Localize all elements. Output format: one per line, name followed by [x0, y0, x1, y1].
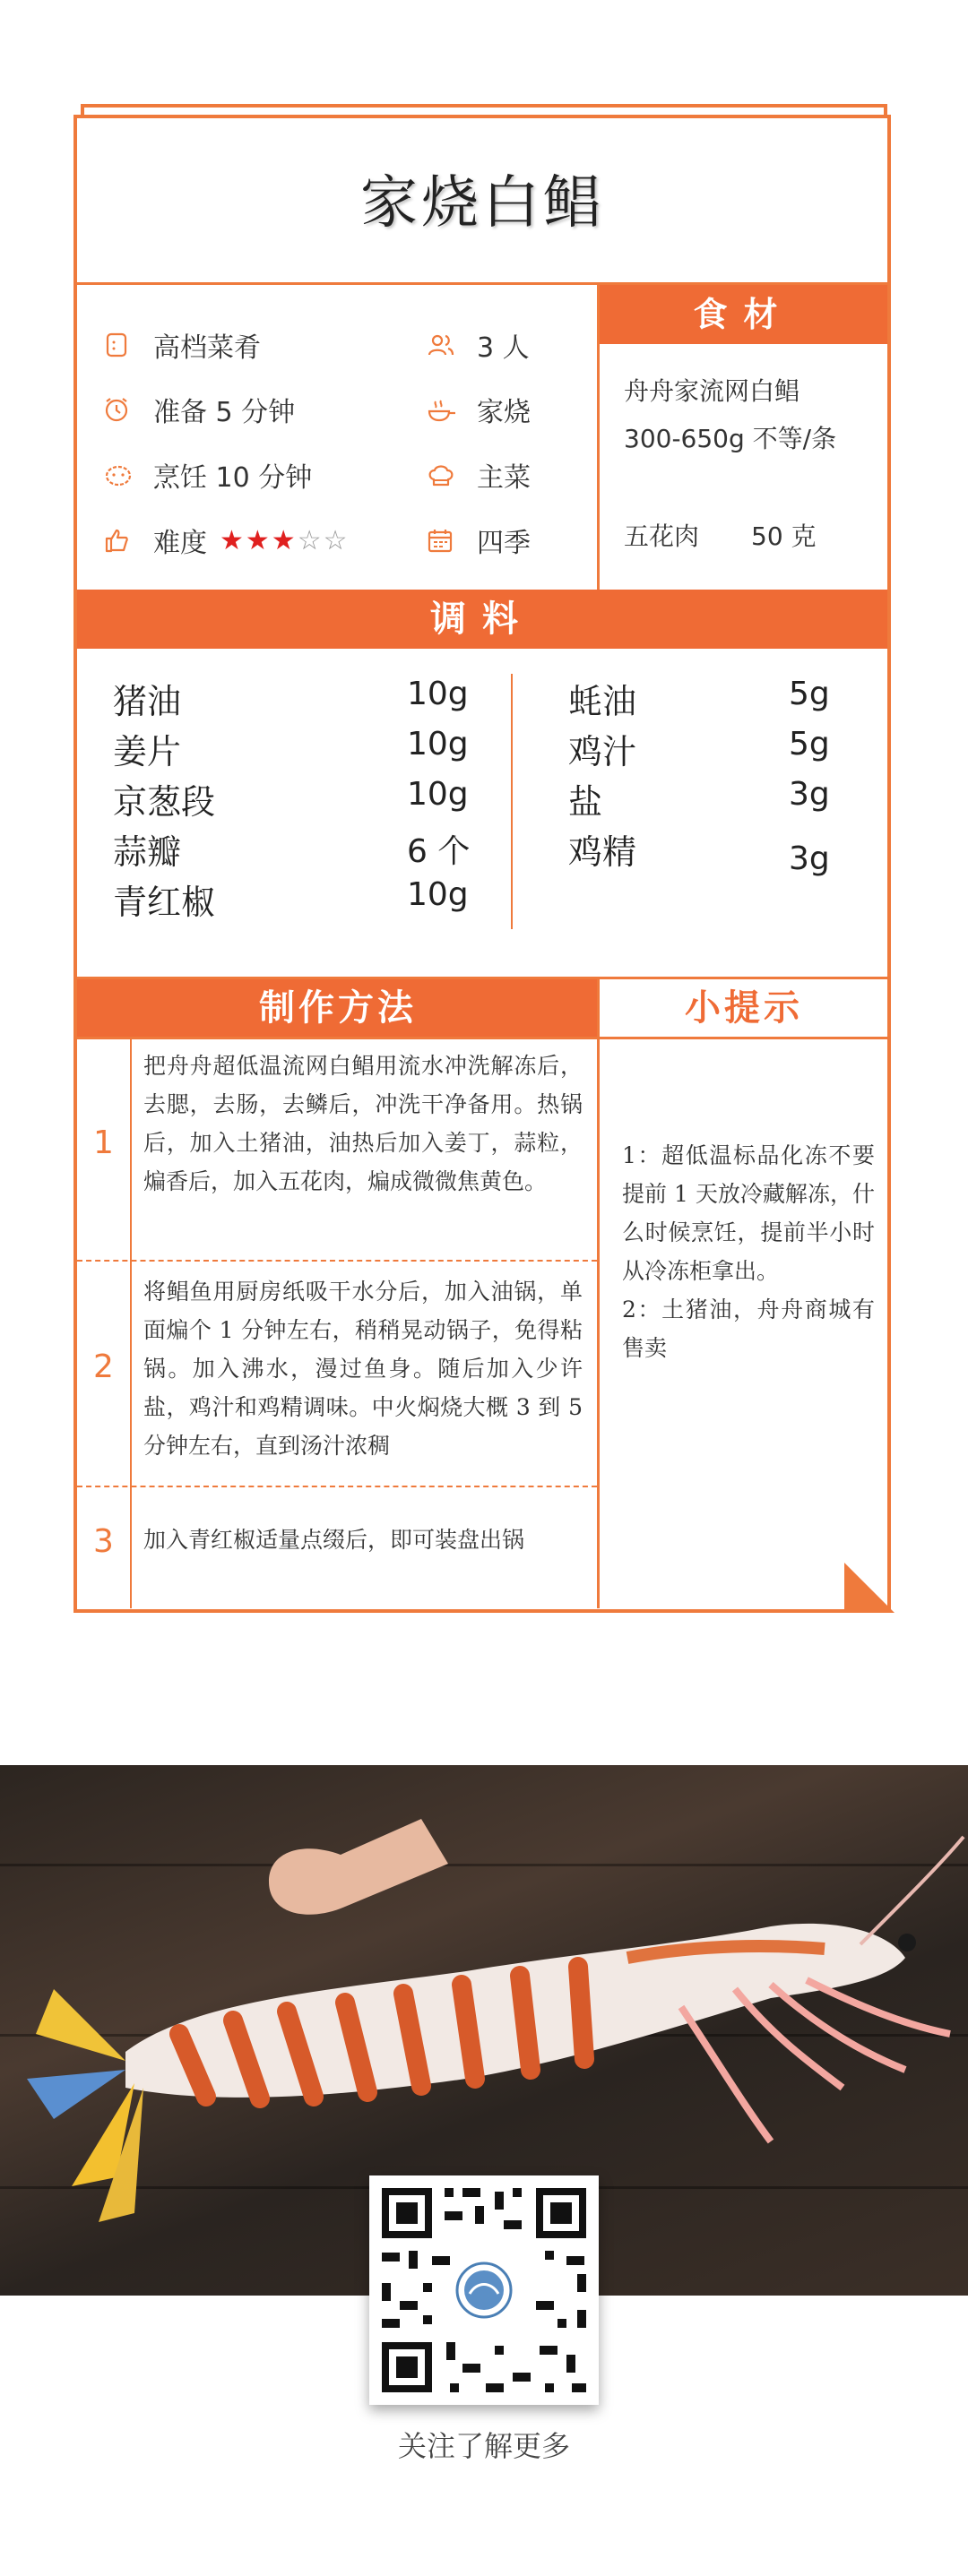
step-text: 将鲳鱼用厨房纸吸干水分后，加入油锅，单面煸个 1 分钟左右，稍稍晃动锅子，免得粘锅。加入沸水，漫过鱼身。随后加入少许盐，鸡汁和鸡精调味。中火焖烧大概 3 到 5 分钟左右，直到汤汁浓稠: [143, 1279, 583, 1459]
seasoning-name: 姜片: [113, 732, 182, 771]
tips-text: 1：超低温标品化冻不要提前 1 天放冷藏解冻，什么时候烹饪，提前半小时从冷冻柜拿出。 2：土猪油，舟舟商城有售卖: [622, 1142, 875, 1361]
seasoning-qty: 10g: [407, 876, 469, 913]
info-cook-time: [103, 455, 312, 495]
seasoning-qty: 5g: [789, 726, 830, 762]
divider: [77, 1037, 887, 1039]
seasoning-name: 鸡精: [568, 832, 637, 872]
ingredient-line: 舟舟家流网白鲳: [624, 376, 800, 406]
difficulty-stars: [220, 525, 349, 556]
tips-heading: 小提示: [685, 987, 803, 1029]
info-difficulty: [103, 521, 349, 560]
seasoning-qty: 3g: [789, 840, 830, 877]
qr-caption: 关注了解更多: [397, 2429, 570, 2463]
info-course: [427, 455, 531, 495]
seasoning-name: 蒜瓣: [113, 832, 182, 872]
divider: [130, 1039, 132, 1608]
step-number: 1: [93, 1124, 114, 1161]
info-text: 高档菜肴: [153, 332, 261, 364]
step-divider: [77, 1260, 597, 1262]
people-icon: [427, 332, 454, 358]
seasoning-name: 青红椒: [113, 883, 216, 922]
filled-stars: ★★★: [220, 524, 298, 556]
page-curl-corner: [844, 1563, 895, 1613]
divider: [597, 979, 600, 1608]
info-method: [427, 390, 531, 429]
seasoning-heading: 调料: [77, 590, 887, 649]
seasoning-qty: 3g: [789, 776, 830, 813]
seasoning-name: 京葱段: [113, 782, 216, 822]
step-text: 把舟舟超低温流网白鲳用流水冲洗解冻后，去腮，去肠，去鳞后，冲洗干净备用。热锅后，加入土猪油，油热后加入姜丁，蒜粒，煸香后，加入五花肉，煸成微微焦黄色。: [143, 1053, 583, 1194]
ingredient-name: 五花肉: [624, 521, 700, 551]
empty-stars: ☆☆: [297, 524, 350, 556]
info-text: 难度: [153, 528, 207, 559]
clock-icon: [103, 396, 130, 423]
divider: [511, 674, 513, 929]
ingredients-heading: 食材: [600, 285, 887, 344]
step-divider: [77, 1486, 597, 1487]
info-text: 家烧: [477, 397, 531, 428]
seasoning-qty: 10g: [407, 776, 469, 813]
info-text: 四季: [477, 528, 531, 559]
step-number: 2: [93, 1348, 114, 1385]
step-number: 3: [93, 1523, 114, 1560]
info-prep-time: [103, 390, 295, 429]
calendar-icon: [427, 527, 454, 554]
info-servings: [427, 325, 530, 365]
ingredient-line: 300-650g 不等/条: [624, 424, 837, 453]
seasoning-qty: 5g: [789, 676, 830, 712]
qr-code[interactable]: [369, 2175, 599, 2405]
step-text: 加入青红椒适量点缀后，即可装盘出锅: [143, 1527, 525, 1553]
seasoning-name: 盐: [568, 782, 603, 822]
qr-code-pattern: [369, 2175, 599, 2405]
recipe-title: 家烧白鲳: [360, 170, 604, 237]
seasoning-qty: 6 个: [407, 833, 471, 870]
seasoning-qty: 10g: [407, 726, 469, 762]
method-heading: 制作方法: [77, 979, 599, 1037]
info-category: [103, 325, 261, 365]
thumbs-up-icon: [103, 527, 130, 554]
seasoning-name: 蚝油: [568, 682, 637, 721]
info-text: 3 人: [477, 332, 530, 364]
cooking-icon: [103, 461, 130, 488]
pan-icon: [427, 396, 454, 423]
seasoning-name: 猪油: [113, 682, 182, 721]
info-season: [427, 521, 531, 560]
info-text: 烹饪 10 分钟: [153, 462, 313, 494]
chef-hat-icon: [427, 461, 454, 488]
ingredient-qty: 50 克: [751, 521, 817, 551]
info-text: 主菜: [477, 462, 531, 494]
seasoning-name: 鸡汁: [568, 732, 637, 771]
seasoning-qty: 10g: [407, 676, 469, 712]
menu-icon: [103, 332, 130, 358]
info-text: 准备 5 分钟: [153, 397, 296, 428]
